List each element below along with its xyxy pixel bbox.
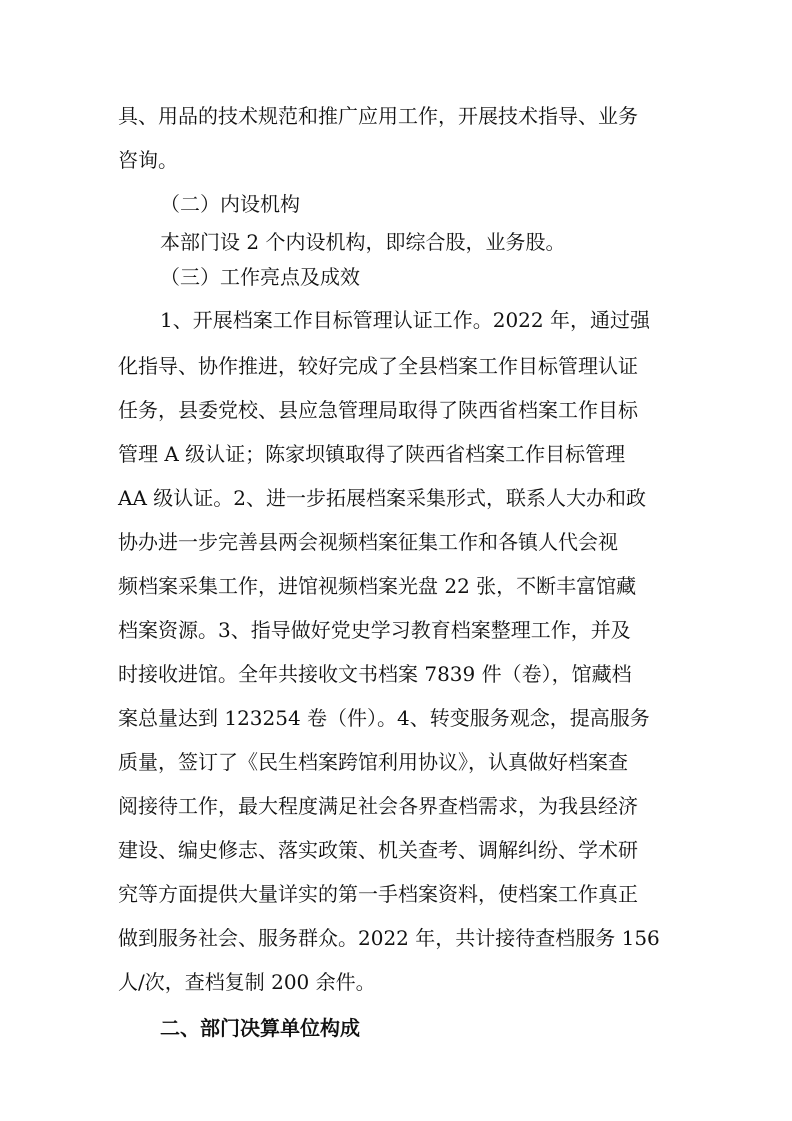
body-text-line: 1、开展档案工作目标管理认证工作。2022 年，通过强 (160, 308, 650, 332)
body-text-line: AA 级认证。2、进一步拓展档案采集形式，联系人大办和政 (118, 486, 646, 510)
body-text-line: 任务，县委党校、县应急管理局取得了陕西省档案工作目标 (118, 398, 638, 422)
body-text-line: 建设、编史修志、落实政策、机关查考、调解纠纷、学术研 (118, 838, 638, 862)
body-text-line: 阅接待工作，最大程度满足社会各界查档需求，为我县经济 (118, 794, 638, 818)
body-text-line: 化指导、协作推进，较好完成了全县档案工作目标管理认证 (118, 354, 638, 378)
section-heading-unit-composition: 二、部门决算单位构成 (160, 1016, 360, 1040)
section-heading-highlights: （三）工作亮点及成效 (160, 265, 360, 289)
body-text-line: 协办进一步完善县两会视频档案征集工作和各镇人代会视 (118, 530, 618, 554)
body-text-line: 具、用品的技术规范和推广应用工作，开展技术指导、业务 (118, 104, 638, 128)
body-text-line: 究等方面提供大量详实的第一手档案资料，使档案工作真正 (118, 882, 638, 906)
body-text-line: 管理 A 级认证；陈家坝镇取得了陕西省档案工作目标管理 (118, 442, 626, 466)
body-text-line: 咨询。 (118, 148, 178, 172)
section-heading-internal-structure: （二）内设机构 (160, 192, 300, 216)
body-text-line: 案总量达到 123254 卷（件）。4、转变服务观念，提高服务 (118, 706, 650, 730)
body-text-line: 质量，签订了《民生档案跨馆利用协议》，认真做好档案查 (118, 750, 628, 774)
body-text-line: 频档案采集工作，进馆视频档案光盘 22 张，不断丰富馆藏 (118, 574, 637, 598)
body-text-line: 本部门设 2 个内设机构，即综合股，业务股。 (160, 230, 566, 254)
body-text-line: 做到服务社会、服务群众。2022 年，共计接待查档服务 156 (118, 926, 660, 950)
body-text-line: 人/次，查档复制 200 余件。 (118, 970, 376, 994)
body-text-line: 档案资源。3、指导做好党史学习教育档案整理工作，并及 (118, 618, 631, 642)
body-text-line: 时接收进馆。全年共接收文书档案 7839 件（卷），馆藏档 (118, 662, 632, 686)
